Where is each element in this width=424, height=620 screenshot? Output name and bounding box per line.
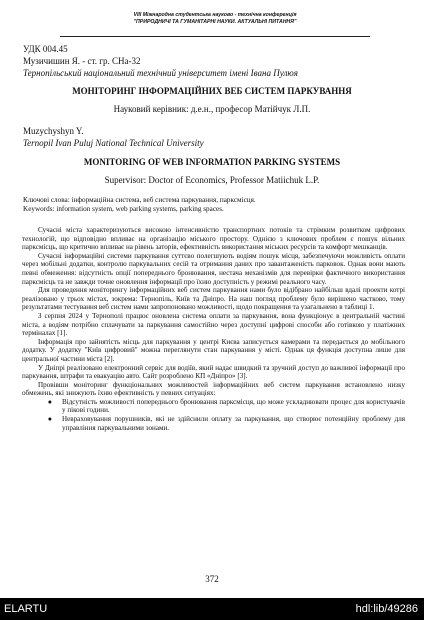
paragraph: У Дніпрі реалізовано електронний сервіс для водіїв, який надає швидкий та зручний доступ до важливої інформації про паркування, штрафи та евакуацію авто. Сайт розроблено КП «Дніпро» [3].: [22, 363, 405, 381]
page-number: 372: [205, 574, 219, 584]
supervisor-ua: Науковий керівник: д.е.н., професор Матійчук Л.П.: [113, 104, 311, 114]
author-en: Muzychyshyn Y.: [23, 126, 84, 136]
keywords-ua: Ключові слова: інформаційна система, веб система паркування, парксмісця.: [23, 196, 256, 204]
paragraph: Сучасні інформаційні системи паркування суттєво полегшують водіям пошук місця, забезпечуючи можливість оплати через мобільні додатки, контролю паркувальних сесій та отримання даних про завантаженість парковок. Однак вони мають певні обмеження: відсутність опції попереднього бронювання, нестача механізмів для перевірки фактичного використання парксмісць та не завжди точне оновлення інформації про їхню доступність у режимі реального часу.: [22, 251, 405, 286]
paragraph: Інформація про зайнятість місць для паркування у центрі Києва записується камерами та передається до мобільного додатку. У додатку "Київ цифровий" можна переглянути стан паркування у місті. Однак ця функція доступна лише для центральної частини міста [2].: [22, 337, 405, 363]
list-item: [22, 415, 405, 432]
article-body: [22, 226, 405, 432]
conference-header-line2: "ПРИРОДНИЧІ ТА ГУМАНІТАРНІ НАУКИ. АКТУАЛЬНІ ПИТАННЯ": [133, 18, 297, 25]
handle-identifier[interactable]: hdl:lib/49286: [355, 603, 418, 615]
paragraph: Сучасні міста характеризуються високою інтенсивністю транспортних потоків та стрімким розвитком цифрових технологій, що відповідно впливає на організацію міського простору. Однією з ключових проблем є пошук вільних парксмісць, що критично впливає на рівень заторів, ефективність використання міських ресурсів та комфорт мешканців.: [22, 226, 405, 252]
conference-header: [60, 12, 370, 37]
title-en: MONITORING OF WEB INFORMATION PARKING SYSTEMS: [83, 157, 341, 167]
list-item-text: Невраховування порушників, які не здійснили оплату за паркування, що створює потенційну проблему для управління паркувальними зонами.: [62, 415, 405, 432]
affiliation-ua: Тернопільський національний технічний університет імені Івана Пулюя: [23, 68, 298, 78]
bullet-icon: ●: [47, 397, 52, 406]
supervisor-en: Supervisor: Doctor of Economics, Professor Matiichuk L.P.: [104, 175, 320, 185]
title-ua: МОНІТОРИНГ ІНФОРМАЦІЙНИХ ВЕБ СИСТЕМ ПАРКУВАННЯ: [72, 86, 352, 96]
repository-footer: [0, 598, 424, 620]
bullet-icon: ●: [47, 415, 52, 424]
affiliation-en: Ternopil Ivan Puluj National Technical University: [23, 138, 204, 148]
list-item-text: Відсутність можливості попереднього бронювання парксмісця, що може ускладнювати процес для користувачів у пікові години.: [62, 397, 405, 415]
udc-code: УДК 004.45: [23, 44, 68, 54]
paragraph: Для проведення моніторингу інформаційних веб систем паркування нами було відібрано найбільш вдалі проекти котрі реалізовано у трьох містах, зокрема: Тернопіль, Київ та Дніпро. На наш погляд проблему було вирішено частково, тому результатами тестування веб систем нами запропоновано можливості, щодо покращення та узагальнено в таблиці 1.: [22, 286, 405, 312]
list-item: [22, 398, 405, 415]
paragraph: Провівши моніторинг функціональних можливостей інформаційних веб систем паркування встановлено низку обмежень, які знижують їхню ефективність у певних ситуаціях:: [22, 380, 405, 398]
keywords-en: Keywords: information system, web parking systems, parking spaces.: [23, 205, 224, 213]
paragraph: З серпня 2024 у Тернополі працює оновлена система оплати за паркування, вона функціонує в центральній частині міста, а водіям потрібно сплачувати за паркування самостійно через доступні цифрові способи або готівкою у платіжних терміналах [1].: [22, 311, 405, 338]
author-ua: Музичишин Я. - ст. гр. СНа-32: [23, 56, 141, 66]
repository-name: ELARTU: [4, 603, 48, 615]
conference-header-line1: VIII Міжнародна студентська науково - технічна конференція: [133, 12, 297, 18]
